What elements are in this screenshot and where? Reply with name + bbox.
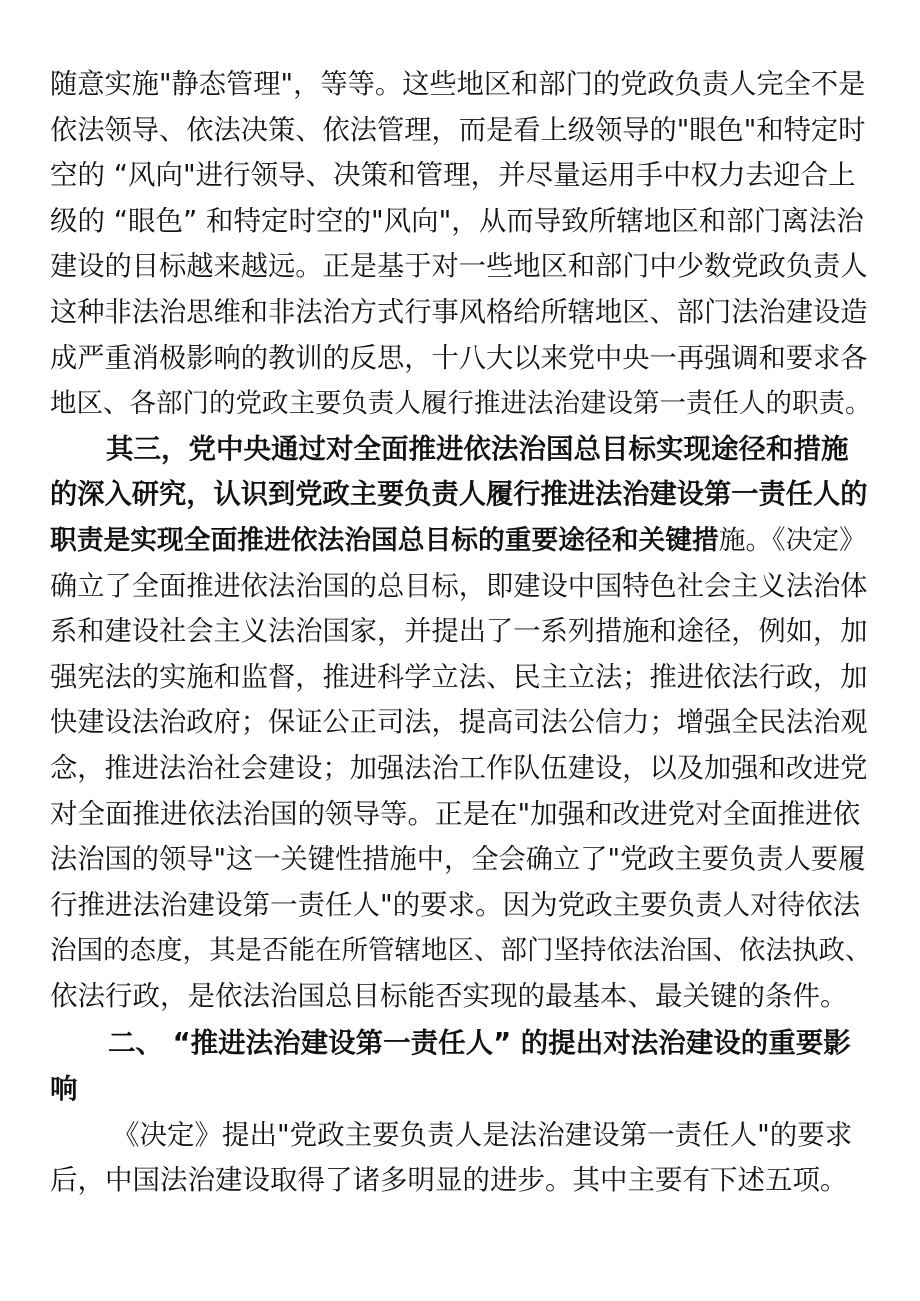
text-line: 依法领导、依法决策、依法管理，而是看上级领导的"眼色"和特定时 (50, 114, 866, 146)
text-line: 行推进法治建设第一责任人"的要求。因为党政主要负责人对待依法 (50, 888, 861, 921)
heading-line: 响 (50, 1073, 78, 1106)
text-line: 依法行政，是依法治国总目标能否实现的最基本、最关键的条件。 (50, 979, 848, 1012)
text-line: 系和建设社会主义法治国家，并提出了一系列措施和途径，例如，加 (50, 616, 868, 648)
bold-text-segment: 职责是实现全面推进依法治国总目标的重要途径和关键措 (50, 524, 719, 556)
text-line: 治国的态度，其是否能在所管辖地区、部门坚持依法治国、依法执政、 (50, 935, 872, 967)
text-line: 这种非法治思维和非法治方式行事风格给所辖地区、部门法治建设造 (50, 296, 868, 328)
heading-line: 二、 “推进法治建设第一责任人” 的提出对法治建设的重要影 (108, 1027, 851, 1060)
bold-text-line: 的深入研究，认识到党政主要负责人履行推进法治建设第一责任人的 (50, 479, 868, 511)
text-segment: 施。《决定》 (718, 524, 866, 556)
text-line: 对全面推进依法治国的领导等。正是在"加强和改进党对全面推进依 (50, 797, 861, 830)
text-line: 后，中国法治建设取得了诸多明显的进步。其中主要有下述五项。 (50, 1164, 848, 1197)
text-line: 快建设法治政府；保证公正司法，提高司法公信力；增强全民法治观 (50, 707, 868, 739)
text-line: 空的 “风向"进行领导、决策和管理，并尽量运用手中权力去迎合上 (50, 159, 856, 192)
paragraph-1 (50, 62, 872, 427)
text-line: 成严重消极影响的教训的反思，十八大以来党中央一再强调和要求各 (50, 342, 868, 374)
paragraph-3 (50, 1113, 872, 1204)
text-line: 法治国的领导"这一关键性措施中，全会确立了"党政主要负责人要履 (50, 844, 866, 876)
text-line: 地区、各部门的党政主要负责人履行推进法治建设第一责任人的职责。 (50, 388, 872, 420)
text-line: 念，推进法治社会建设；加强法治工作队伍建设，以及加强和改进党 (50, 752, 868, 784)
text-line: 级的 “眼色” 和特定时空的"风向"，从而导致所辖地区和部门离法治 (50, 204, 864, 237)
text-line: 确立了全面推进依法治国的总目标，即建设中国特色社会主义法治体 (50, 570, 868, 602)
mixed-text-line (50, 518, 872, 564)
text-line: 随意实施"静态管理"，等等。这些地区和部门的党政负责人完全不是 (50, 69, 866, 100)
text-line: 强宪法的实施和监督，推进科学立法、民主立法；推进依法行政，加 (50, 661, 868, 693)
text-line: 建设的目标越来越远。正是基于对一些地区和部门中少数党政负责人 (50, 251, 868, 283)
section-heading (50, 1021, 872, 1112)
text-line: 《决定》提出"党政主要负责人是法治建设第一责任人"的要求 (112, 1118, 853, 1151)
document-page (50, 62, 872, 1204)
bold-text-line: 其三，党中央通过对全面推进依法治国总目标实现途径和措施 (106, 432, 849, 465)
paragraph-2 (50, 427, 872, 1020)
